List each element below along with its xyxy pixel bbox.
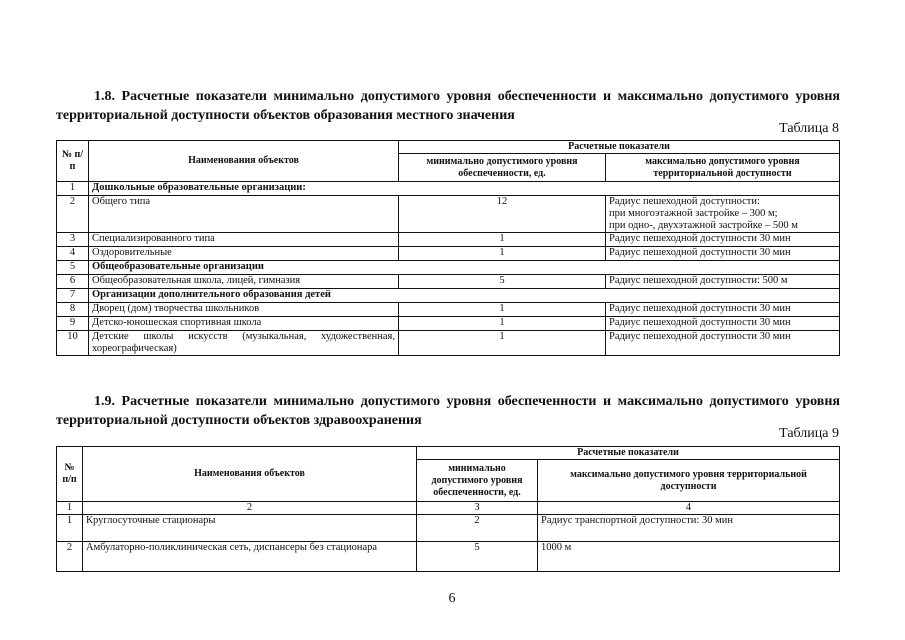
row-max-line: при многоэтажной застройке – 300 м; xyxy=(609,208,778,219)
row-min: 1 xyxy=(399,331,606,356)
table-row xyxy=(57,331,840,356)
header-group: Расчетные показатели xyxy=(399,141,840,154)
table-caption-9: Таблица 9 xyxy=(779,426,839,441)
row-max: Радиус пешеходной доступности 30 мин xyxy=(606,233,840,247)
index-cell: 3 xyxy=(417,502,538,515)
row-name: Общего типа xyxy=(89,196,399,233)
row-max-line: при одно-, двухэтажной застройке – 500 м xyxy=(609,220,798,231)
table-caption-8: Таблица 8 xyxy=(779,121,839,136)
header-name: Наименования объектов xyxy=(83,447,417,502)
header-num: № п/п xyxy=(57,141,89,182)
table-row xyxy=(57,542,840,572)
row-group-title: Общеобразовательные организации xyxy=(89,261,840,275)
row-num: 2 xyxy=(57,196,89,233)
row-max: 1000 м xyxy=(538,542,840,572)
row-num: 7 xyxy=(57,289,89,303)
row-num: 1 xyxy=(57,515,83,542)
header-name: Наименования объектов xyxy=(89,141,399,182)
row-min: 2 xyxy=(417,515,538,542)
row-max: Радиус пешеходной доступности 30 мин xyxy=(606,247,840,261)
table-row xyxy=(57,275,840,289)
table-row xyxy=(57,182,840,196)
row-num: 4 xyxy=(57,247,89,261)
index-cell: 2 xyxy=(83,502,417,515)
row-max: Радиус пешеходной доступности 30 мин xyxy=(606,331,840,356)
row-max xyxy=(606,196,840,233)
row-max-line: Радиус пешеходной доступности: xyxy=(609,196,760,207)
row-max: Радиус пешеходной доступности 30 мин xyxy=(606,303,840,317)
page-number: 6 xyxy=(448,591,456,606)
row-min: 12 xyxy=(399,196,606,233)
row-min: 1 xyxy=(399,303,606,317)
table-row xyxy=(57,289,840,303)
section-heading-1-8: 1.8. Расчетные показатели минимально допустимого уровня обеспеченности и максимально допустимого уровня территориальной доступности объектов образования местного значения xyxy=(56,89,840,123)
row-max: Радиус пешеходной доступности: 500 м xyxy=(606,275,840,289)
row-name: Общеобразовательная школа, лицей, гимназия xyxy=(89,275,399,289)
row-name: Детские школы искусств (музыкальная, художественная, хореографическая) xyxy=(89,331,399,356)
row-group-title: Организации дополнительного образования детей xyxy=(89,289,840,303)
table-index-row xyxy=(57,502,840,515)
table-row xyxy=(57,317,840,331)
row-min: 5 xyxy=(399,275,606,289)
row-min: 1 xyxy=(399,317,606,331)
row-num: 5 xyxy=(57,261,89,275)
row-max: Радиус пешеходной доступности 30 мин xyxy=(606,317,840,331)
row-num: 1 xyxy=(57,182,89,196)
row-name: Детско-юношеская спортивная школа xyxy=(89,317,399,331)
row-min: 1 xyxy=(399,247,606,261)
row-num: 9 xyxy=(57,317,89,331)
row-name: Специализированного типа xyxy=(89,233,399,247)
row-name: Круглосуточные стационары xyxy=(83,515,417,542)
row-num: 2 xyxy=(57,542,83,572)
row-group-title: Дошкольные образовательные организации: xyxy=(89,182,840,196)
table-row xyxy=(57,247,840,261)
row-num: 6 xyxy=(57,275,89,289)
section-heading-1-9: 1.9. Расчетные показатели минимально допустимого уровня обеспеченности и максимально допустимого уровня территориальной доступности объектов здравоохранения xyxy=(56,394,840,428)
row-num: 3 xyxy=(57,233,89,247)
table-8 xyxy=(56,140,840,356)
header-group: Расчетные показатели xyxy=(417,447,840,460)
row-min: 5 xyxy=(417,542,538,572)
table-row xyxy=(57,261,840,275)
row-name: Дворец (дом) творчества школьников xyxy=(89,303,399,317)
table-row xyxy=(57,303,840,317)
header-num: № п/п xyxy=(57,447,83,502)
header-min: минимально допустимого уровня обеспеченности, ед. xyxy=(399,154,606,182)
header-max: максимально допустимого уровня территориальной доступности xyxy=(538,460,840,502)
row-name: Амбулаторно-поликлиническая сеть, диспансеры без стационара xyxy=(83,542,417,572)
row-num: 8 xyxy=(57,303,89,317)
row-min: 1 xyxy=(399,233,606,247)
table-row xyxy=(57,515,840,542)
header-min: минимально допустимого уровня обеспеченности, ед. xyxy=(417,460,538,502)
header-max: максимально допустимого уровня территориальной доступности xyxy=(606,154,840,182)
table-row xyxy=(57,233,840,247)
row-num: 10 xyxy=(57,331,89,356)
table-row xyxy=(57,196,840,233)
row-max: Радиус транспортной доступности: 30 мин xyxy=(538,515,840,542)
index-cell: 1 xyxy=(57,502,83,515)
row-name: Оздоровительные xyxy=(89,247,399,261)
table-9 xyxy=(56,446,840,572)
index-cell: 4 xyxy=(538,502,840,515)
